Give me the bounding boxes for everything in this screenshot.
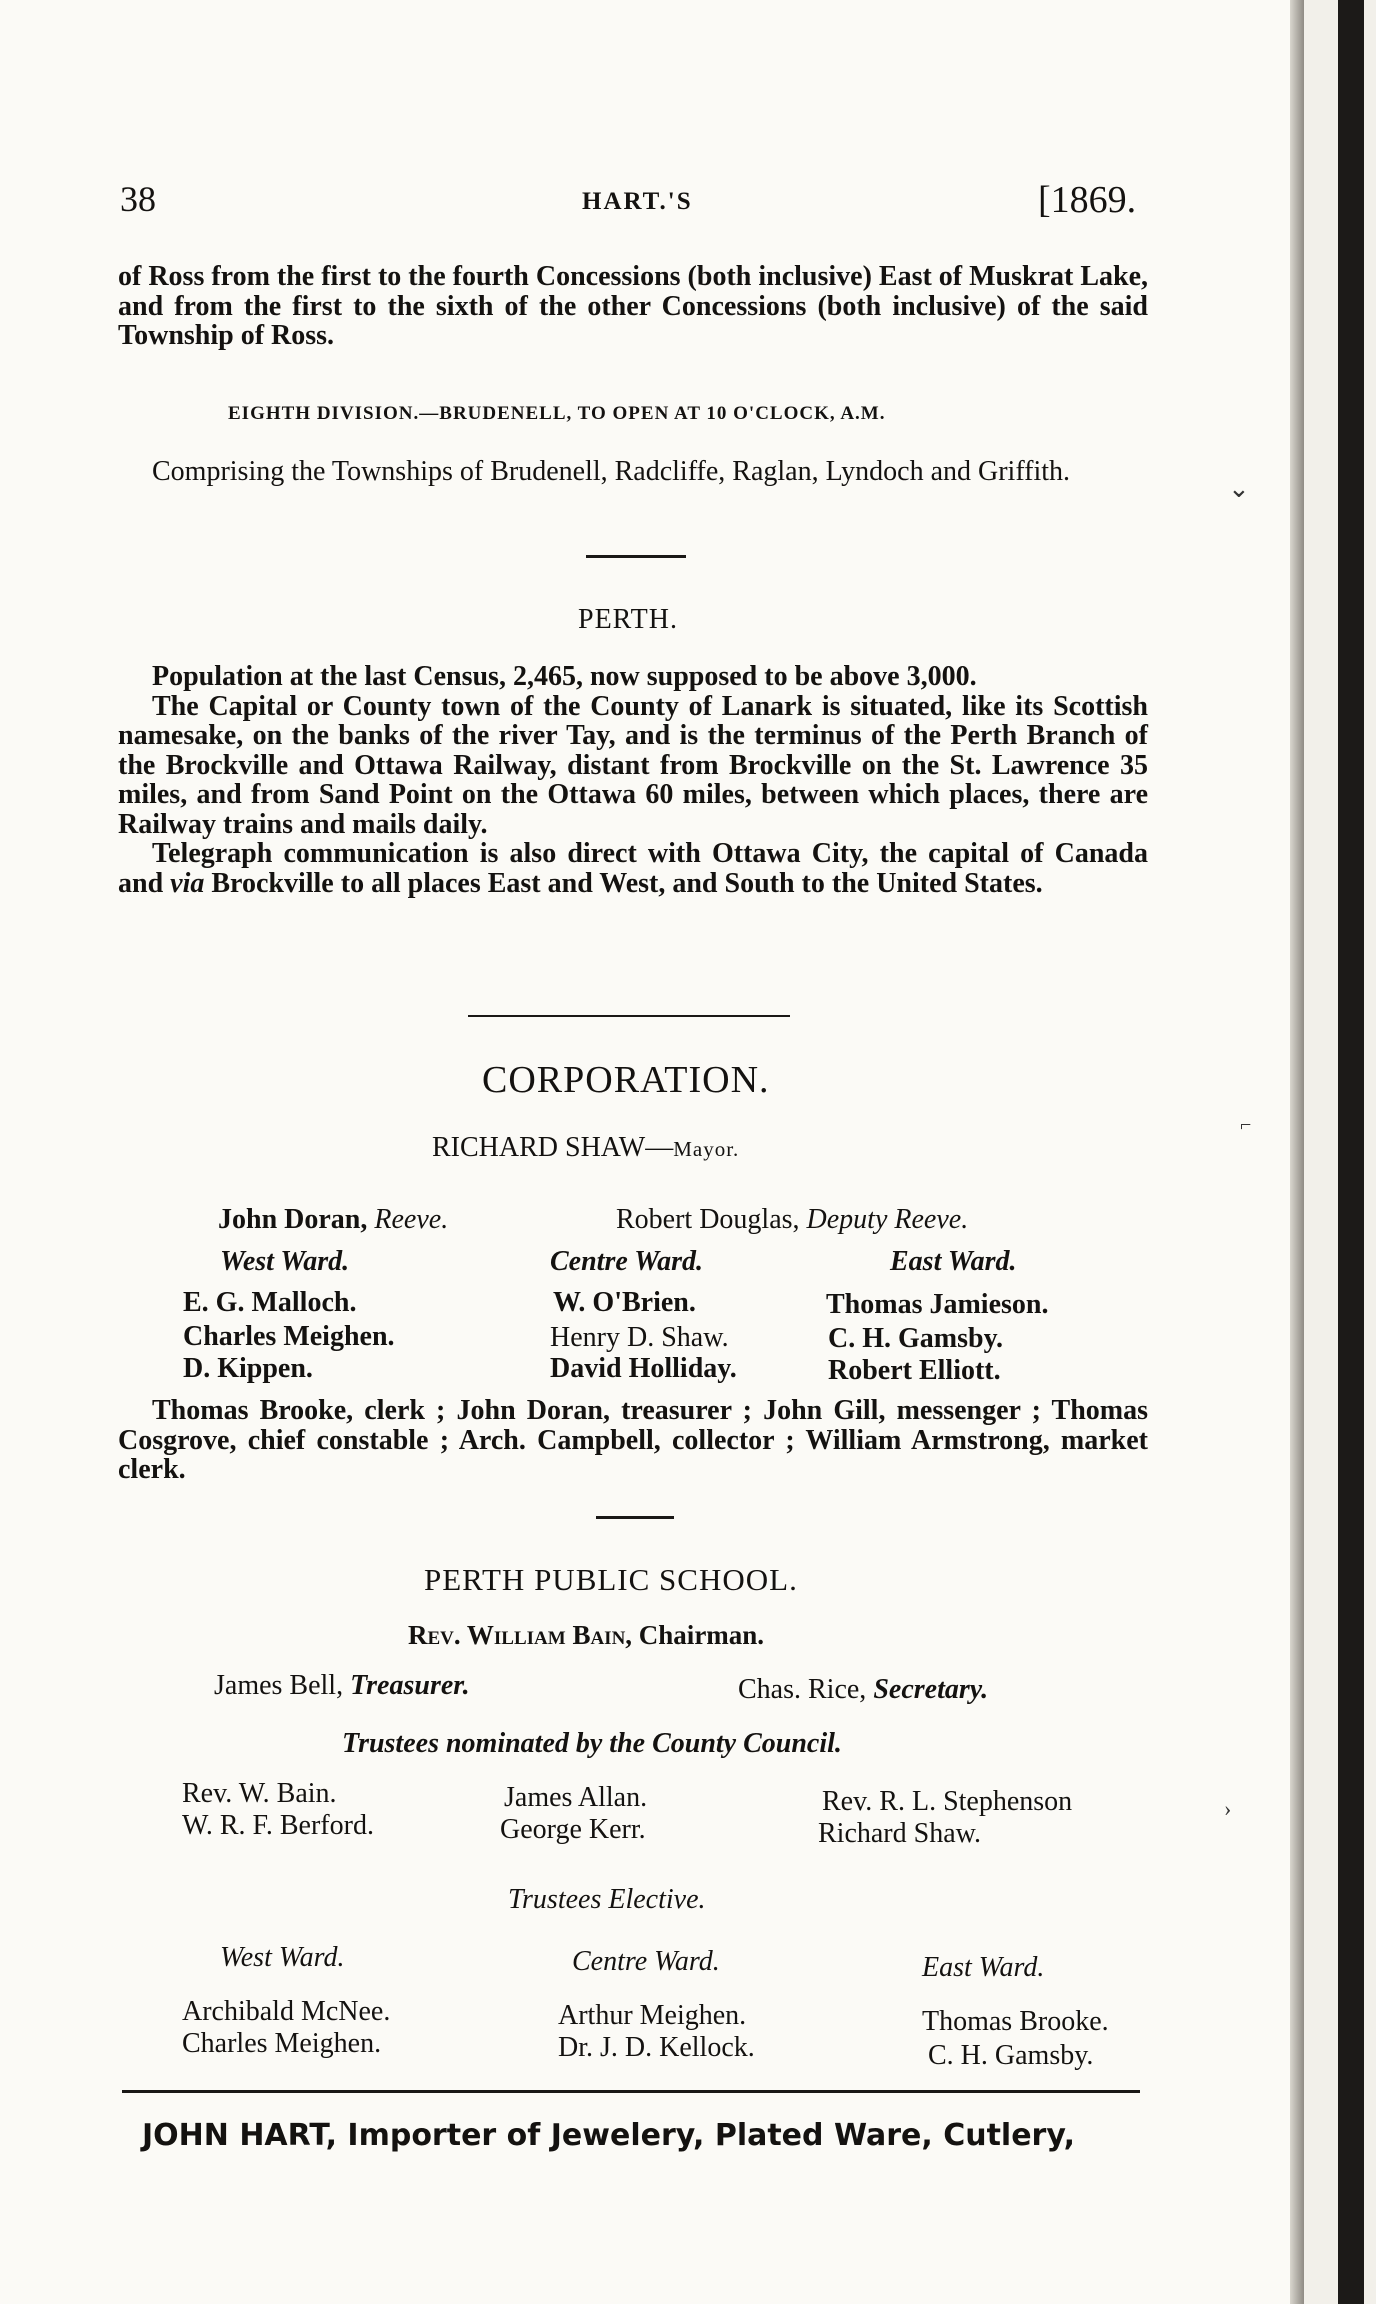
school-secretary (738, 1674, 988, 1706)
running-title: HART.'S (582, 188, 693, 215)
elective-trustee: C. H. Gamsby. (928, 2040, 1094, 2071)
binding-strip (1304, 0, 1376, 2304)
eighth-division-heading: EIGHTH DIVISION.—BRUDENELL, TO OPEN AT 10 O'CLOCK, A.M. (228, 403, 886, 424)
telegraph-via: via (170, 867, 205, 899)
footer-rule (122, 2090, 1140, 2093)
page-edge-shadow (1290, 0, 1304, 2304)
perth-description: The Capital or County town of the County of Lanark is situated, like its Scottish namesake, on the banks of the river Tay, and is the terminus of the Perth Branch of the Brockville and Ottawa Railway, distant from Brockville on the St. Lawrence 35 miles, and from Sand Point on the Ottawa 60 miles, between which places, there are Railway trains and mails daily. (118, 690, 1148, 840)
corporation-officers (118, 1396, 1148, 1485)
telegraph-text-b: Brockville to all places East and West, and South to the United States. (204, 867, 1043, 899)
binding-bar (1338, 0, 1364, 2304)
nominated-trustee: W. R. F. Berford. (182, 1810, 374, 1841)
east-ward-member: Thomas Jamieson. (826, 1289, 1049, 1320)
secretary-title: Secretary. (873, 1674, 989, 1705)
reeve-name: John Doran, (218, 1204, 375, 1235)
elective-ward-centre: Centre Ward. (572, 1946, 720, 1977)
margin-mark: › (1224, 1796, 1232, 1821)
east-ward-member: C. H. Gamsby. (828, 1323, 1004, 1354)
corporation-heading: CORPORATION. (482, 1059, 770, 1101)
school-chairman (408, 1620, 764, 1651)
mayor-name: RICHARD SHAW— (432, 1132, 674, 1163)
elective-trustee: Charles Meighen. (182, 2028, 382, 2059)
deputy-reeve-line (616, 1204, 968, 1236)
intro-paragraph (118, 262, 1148, 351)
centre-ward-member: W. O'Brien. (553, 1287, 696, 1318)
perth-section (118, 662, 1148, 898)
elective-trustee: Archibald McNee. (182, 1996, 391, 2027)
page-number: 38 (120, 179, 156, 219)
chairman-name: Rev. William Bain (408, 1620, 626, 1650)
deputy-reeve-name: Robert Douglas, (616, 1204, 807, 1235)
elective-trustees-heading: Trustees Elective. (508, 1884, 706, 1915)
chairman-title: , Chairman. (625, 1620, 765, 1650)
elective-trustee: Dr. J. D. Kellock. (558, 2032, 755, 2063)
divider-rule-2 (468, 1015, 790, 1017)
margin-mark: ⌐ (1240, 1114, 1252, 1136)
nominated-trustee: Richard Shaw. (818, 1818, 982, 1849)
nominated-trustee: James Allan. (504, 1782, 648, 1813)
telegraph-text-a: Telegraph communication is also direct with Ottawa City, the capital of Canada and (118, 838, 1148, 899)
footer-advertisement: JOHN HART, Importer of Jewelery, Plated Ware, Cutlery, (142, 2118, 1075, 2153)
elective-trustee: Arthur Meighen. (558, 2000, 747, 2031)
treasurer-title: Treasurer. (350, 1670, 470, 1701)
nominated-trustee: Rev. R. L. Stephenson (822, 1786, 1073, 1817)
school-heading: PERTH PUBLIC SCHOOL. (424, 1562, 798, 1597)
secretary-name: Chas. Rice, (738, 1674, 874, 1705)
mayor-line (432, 1132, 739, 1164)
west-ward-member: E. G. Malloch. (183, 1287, 357, 1318)
divider-rule-1 (586, 555, 686, 558)
perth-heading: PERTH. (578, 604, 678, 635)
perth-telegraph (118, 839, 1148, 898)
reeve-title: Reeve. (374, 1204, 449, 1235)
officers-text: Thomas Brooke, clerk ; John Doran, treasurer ; John Gill, messenger ; Thomas Cosgrove, chief constable ; Arch. Campbell, collector ; William Armstrong, market clerk. (118, 1395, 1148, 1485)
elective-trustee: Thomas Brooke. (922, 2006, 1109, 2037)
intro-text: of Ross from the first to the fourth Concessions (both inclusive) East of Muskrat Lake, and from the first to the sixth of the other Concessions (both inclusive) of the said Township of Ross. (118, 261, 1149, 351)
ward-label-west: West Ward. (220, 1246, 350, 1277)
west-ward-member: Charles Meighen. (183, 1321, 395, 1352)
divider-rule-3 (596, 1516, 674, 1519)
ward-label-centre: Centre Ward. (550, 1246, 703, 1277)
ward-label-east: East Ward. (890, 1246, 1017, 1277)
east-ward-member: Robert Elliott. (828, 1355, 1001, 1386)
school-treasurer (214, 1670, 470, 1702)
reeve-line (218, 1204, 448, 1236)
eighth-division-text (118, 457, 1148, 487)
centre-ward-member: David Holliday. (550, 1353, 737, 1384)
eighth-division-paragraph: Comprising the Townships of Brudenell, Radcliffe, Raglan, Lyndoch and Griffith. (152, 456, 1071, 487)
margin-mark: ⌄ (1228, 474, 1250, 503)
west-ward-member: D. Kippen. (183, 1353, 313, 1384)
elective-ward-east: East Ward. (922, 1952, 1045, 1983)
centre-ward-member: Henry D. Shaw. (550, 1322, 729, 1353)
mayor-title: Mayor. (673, 1137, 740, 1161)
page-year: [1869. (1038, 179, 1137, 221)
elective-ward-west: West Ward. (220, 1942, 345, 1973)
nominated-trustee: George Kerr. (500, 1814, 646, 1845)
nominated-trustees-heading: Trustees nominated by the County Council. (342, 1728, 842, 1759)
perth-population: Population at the last Census, 2,465, now supposed to be above 3,000. (152, 661, 977, 692)
treasurer-name: James Bell, (214, 1670, 351, 1701)
deputy-reeve-title: Deputy Reeve. (806, 1204, 969, 1235)
nominated-trustee: Rev. W. Bain. (182, 1778, 337, 1809)
